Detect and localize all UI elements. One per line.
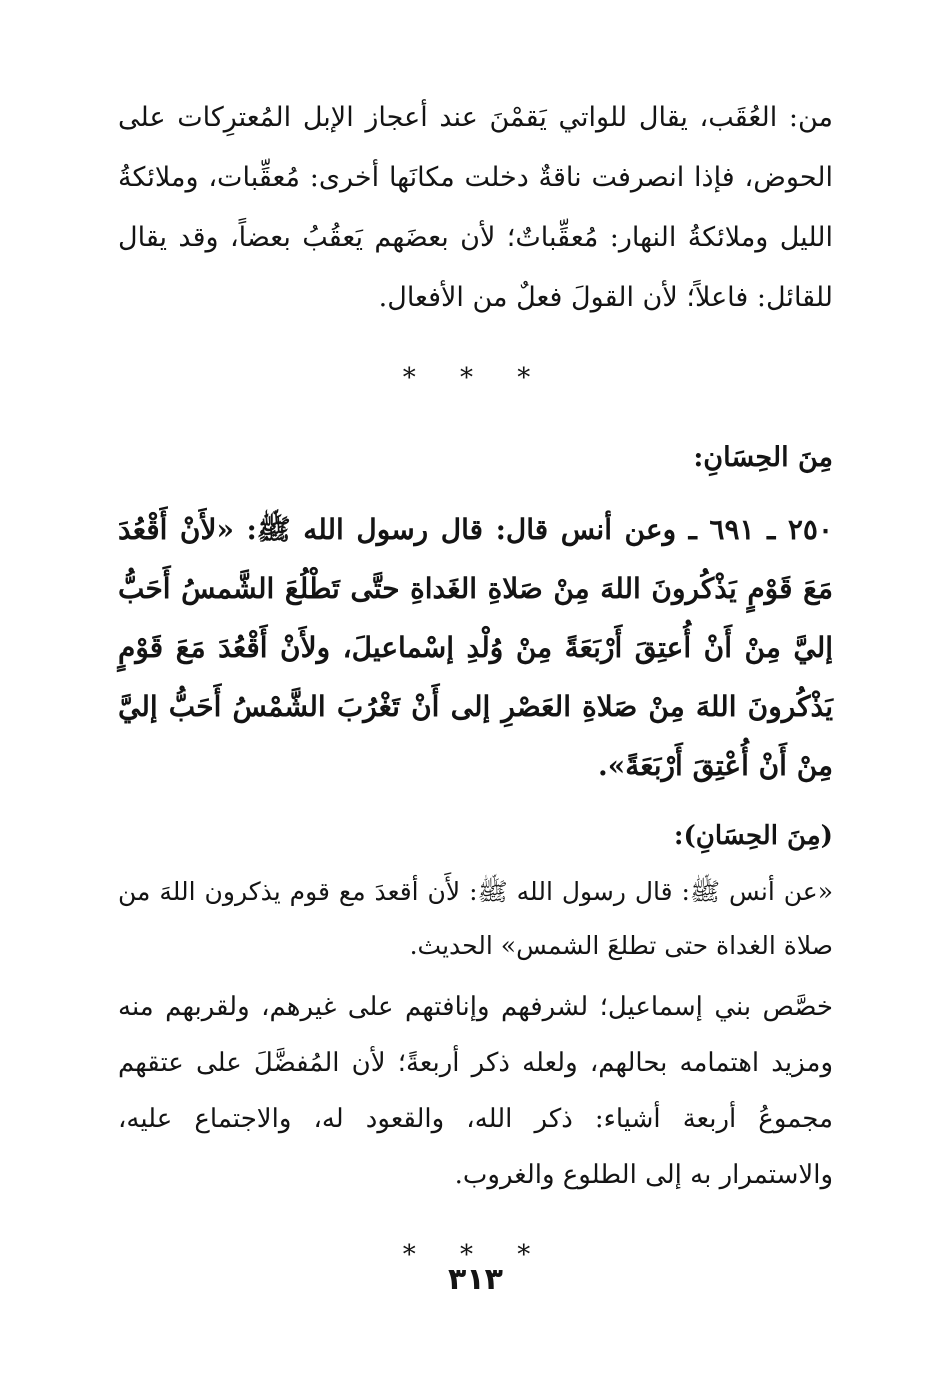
hadith-paragraph xyxy=(118,500,833,795)
commentary-paragraph: خصَّص بني إسماعيل؛ لشرفهم وإنافتهم على غيرهم، ولقربهم منه ومزيد اهتمامه بحالهم، ولعله ذكر أربعةً؛ لأن المُفضَّلَ على عتقهم مجموعُ أربعة أشياء: ذكر الله، والقعود له، والاجتماع عليه، والاستمرار به إلى الطلوع والغروب. xyxy=(118,992,833,1190)
hadith-number: ٢٥٠ ـ ٦٩١ xyxy=(709,513,833,546)
section-divider-2: * * * xyxy=(402,1240,549,1270)
commentary-heading: (مِنَ الحِسَانِ): xyxy=(673,821,833,851)
section-heading: مِنَ الحِسَانِ: xyxy=(693,442,833,473)
book-page xyxy=(118,88,833,1336)
intro-paragraph: من: العُقَب، يقال للواتي يَقمْنَ عند أعجاز الإبل المُعترِكات على الحوض، فإذا انصرفت ناقةٌ دخلت مكانَها أخرى: مُعقِّبات، وملائكةُ الليل وملائكةُ النهار: مُعقِّباتٌ؛ لأن بعضَهم يَعقُبُ بعضاً، وقد يقال للقائل: فاعلاً؛ لأن القولَ فعلٌ من الأفعال. xyxy=(118,102,833,313)
page-number: ٣١٣ xyxy=(448,1262,503,1297)
commentary-quote: «عن أنس ﷺ: قال رسول الله ﷺ: لأَن أقعدَ مع قوم يذكرون اللهَ من صلاة الغداة حتى تطلعَ الشمس» الحديث. xyxy=(118,877,833,960)
section-divider: * * * xyxy=(402,363,549,393)
hadith-text: ـ وعن أنس قال: قال رسول الله ﷺ: «لأَنْ أَقْعُدَ مَعَ قَوْمٍ يَذْكُرونَ اللهَ مِنْ صَلاةِ الغَداةِ حتَّى تَطْلُعَ الشَّمسُ أَحَبُّ إليَّ مِنْ أَنْ أُعتِقَ أَرْبَعَةً مِنْ وُلْدِ إسْماعيلَ، ولأَنْ أَقْعُدَ مَعَ قَوْمٍ يَذْكُرونَ اللهَ مِنْ صَلاةِ العَصْرِ إلى أَنْ تَغْرُبَ الشَّمْسُ أَحَبُّ إليَّ مِنْ أَنْ أُعْتِقَ أَرْبَعَةً». xyxy=(118,513,834,782)
